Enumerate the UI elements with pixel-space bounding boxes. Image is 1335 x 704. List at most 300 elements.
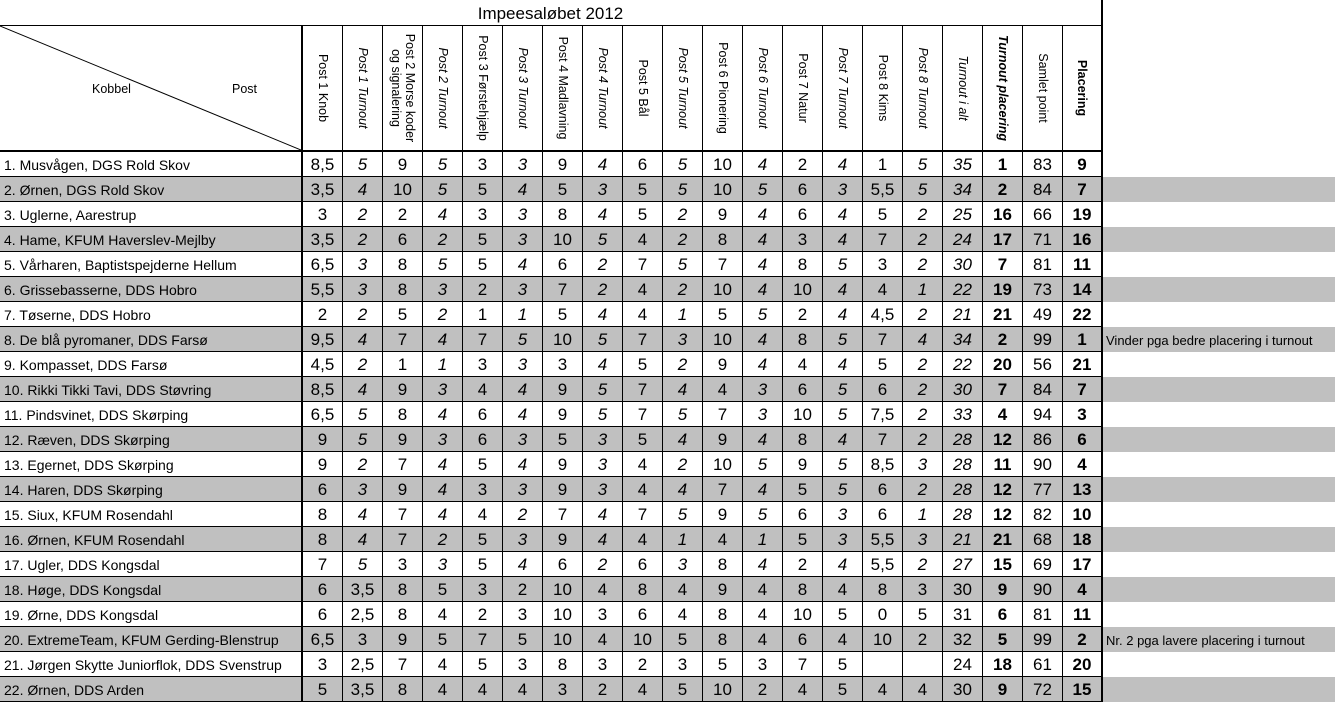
score-cell[interactable]: 10	[543, 227, 583, 252]
score-cell[interactable]: 4	[663, 577, 703, 602]
score-cell[interactable]: 4	[743, 352, 783, 377]
score-cell[interactable]: 3,5	[343, 677, 383, 702]
score-cell[interactable]: 5	[663, 252, 703, 277]
score-cell[interactable]: 4	[583, 627, 623, 652]
score-cell[interactable]: 3	[343, 252, 383, 277]
score-cell[interactable]: 20	[983, 352, 1023, 377]
score-cell[interactable]: 3	[663, 327, 703, 352]
score-cell[interactable]: 4	[343, 177, 383, 202]
score-cell[interactable]: 8,5	[303, 377, 343, 402]
score-cell[interactable]: 28	[943, 477, 983, 502]
score-cell[interactable]: 56	[1023, 352, 1063, 377]
score-cell[interactable]: 4,5	[303, 352, 343, 377]
score-cell[interactable]: 6	[623, 552, 663, 577]
score-cell[interactable]: 4	[423, 452, 463, 477]
score-cell[interactable]: 2	[583, 252, 623, 277]
score-cell[interactable]: 2	[783, 552, 823, 577]
score-cell[interactable]: 3	[423, 552, 463, 577]
score-cell[interactable]: 7	[703, 402, 743, 427]
score-cell[interactable]: 4	[743, 277, 783, 302]
score-cell[interactable]: 2,5	[343, 652, 383, 677]
score-cell[interactable]: 28	[943, 452, 983, 477]
score-cell[interactable]: 4	[623, 277, 663, 302]
score-cell[interactable]: 2	[303, 302, 343, 327]
score-cell[interactable]: 3	[543, 677, 583, 702]
score-cell[interactable]: 5	[623, 177, 663, 202]
score-cell[interactable]: 11	[983, 452, 1023, 477]
score-cell[interactable]: 24	[943, 652, 983, 677]
score-cell[interactable]: 3	[463, 202, 503, 227]
score-cell[interactable]: 6	[783, 377, 823, 402]
score-cell[interactable]: 90	[1023, 577, 1063, 602]
score-cell[interactable]: 4	[743, 552, 783, 577]
score-cell[interactable]: 8	[383, 677, 423, 702]
score-cell[interactable]: 31	[943, 602, 983, 627]
score-cell[interactable]: 2	[463, 602, 503, 627]
score-cell[interactable]: 11	[1063, 602, 1103, 627]
score-cell[interactable]: 3	[463, 152, 503, 177]
score-cell[interactable]: 7	[623, 327, 663, 352]
score-cell[interactable]: 4	[1063, 452, 1103, 477]
score-cell[interactable]: 3	[1063, 402, 1103, 427]
score-cell[interactable]: 13	[1063, 477, 1103, 502]
score-cell[interactable]: 19	[983, 277, 1023, 302]
score-cell[interactable]: 2	[903, 202, 943, 227]
score-cell[interactable]: 5,5	[303, 277, 343, 302]
score-cell[interactable]: 4	[623, 227, 663, 252]
score-cell[interactable]: 3	[343, 627, 383, 652]
score-cell[interactable]: 9	[543, 152, 583, 177]
score-cell[interactable]: 6,5	[303, 402, 343, 427]
score-cell[interactable]: 25	[943, 202, 983, 227]
score-cell[interactable]: 4	[423, 402, 463, 427]
score-cell[interactable]: 5	[463, 652, 503, 677]
score-cell[interactable]: 4	[903, 327, 943, 352]
score-cell[interactable]: 0	[863, 602, 903, 627]
score-cell[interactable]: 7	[703, 252, 743, 277]
score-cell[interactable]: 5	[343, 552, 383, 577]
score-cell[interactable]: 8	[383, 402, 423, 427]
score-cell[interactable]: 9	[703, 577, 743, 602]
score-cell[interactable]: 2	[583, 677, 623, 702]
score-cell[interactable]: 4	[743, 602, 783, 627]
score-cell[interactable]: 2	[343, 227, 383, 252]
score-cell[interactable]: 18	[983, 652, 1023, 677]
team-name-cell[interactable]: 3. Uglerne, Aarestrup	[0, 202, 303, 227]
score-cell[interactable]: 8	[303, 527, 343, 552]
score-cell[interactable]: 8	[543, 202, 583, 227]
score-cell[interactable]: 18	[1063, 527, 1103, 552]
score-cell[interactable]: 66	[1023, 202, 1063, 227]
score-cell[interactable]: 2	[903, 352, 943, 377]
score-cell[interactable]: 8	[783, 327, 823, 352]
score-cell[interactable]: 3	[863, 252, 903, 277]
score-cell[interactable]: 4	[503, 177, 543, 202]
score-cell[interactable]: 7	[383, 652, 423, 677]
score-cell[interactable]: 3	[343, 277, 383, 302]
score-cell[interactable]: 2	[903, 377, 943, 402]
score-cell[interactable]: 5	[583, 327, 623, 352]
score-cell[interactable]: 3,5	[303, 227, 343, 252]
score-cell[interactable]: 5	[823, 377, 863, 402]
score-cell[interactable]: 3	[503, 227, 543, 252]
score-cell[interactable]: 9	[543, 377, 583, 402]
score-cell[interactable]: 3	[503, 427, 543, 452]
team-name-cell[interactable]: 17. Ugler, DDS Kongsdal	[0, 552, 303, 577]
score-cell[interactable]: 1	[423, 352, 463, 377]
score-cell[interactable]: 2	[903, 302, 943, 327]
score-cell[interactable]: 4	[663, 477, 703, 502]
score-cell[interactable]: 3	[303, 202, 343, 227]
score-cell[interactable]: 10	[863, 627, 903, 652]
score-cell[interactable]: 10	[623, 627, 663, 652]
score-cell[interactable]: 2	[343, 452, 383, 477]
score-cell[interactable]: 4	[903, 677, 943, 702]
score-cell[interactable]: 28	[943, 502, 983, 527]
score-cell[interactable]: 5	[423, 627, 463, 652]
score-cell[interactable]: 2	[343, 202, 383, 227]
score-cell[interactable]: 5	[463, 227, 503, 252]
score-cell[interactable]: 5	[863, 202, 903, 227]
score-cell[interactable]: 4	[583, 352, 623, 377]
score-cell[interactable]: 5	[823, 677, 863, 702]
score-cell[interactable]: 5	[823, 402, 863, 427]
score-cell[interactable]: 7	[863, 427, 903, 452]
score-cell[interactable]: 3	[743, 652, 783, 677]
score-cell[interactable]: 4	[423, 677, 463, 702]
score-cell[interactable]: 5,5	[863, 552, 903, 577]
score-cell[interactable]: 5	[743, 502, 783, 527]
score-cell[interactable]: 6	[863, 477, 903, 502]
score-cell[interactable]: 8	[783, 577, 823, 602]
score-cell[interactable]: 99	[1023, 327, 1063, 352]
score-cell[interactable]: 27	[943, 552, 983, 577]
score-cell[interactable]: 10	[1063, 502, 1103, 527]
team-name-cell[interactable]: 8. De blå pyromaner, DDS Farsø	[0, 327, 303, 352]
score-cell[interactable]: 2	[903, 427, 943, 452]
score-cell[interactable]: 5	[743, 452, 783, 477]
score-cell[interactable]: 2	[383, 202, 423, 227]
score-cell[interactable]: 16	[1063, 227, 1103, 252]
score-cell[interactable]: 8	[303, 502, 343, 527]
score-cell[interactable]: 81	[1023, 602, 1063, 627]
score-cell[interactable]: 5	[823, 452, 863, 477]
score-cell[interactable]: 7	[303, 552, 343, 577]
score-cell[interactable]: 6	[543, 252, 583, 277]
score-cell[interactable]: 5	[423, 577, 463, 602]
score-cell[interactable]: 1	[903, 502, 943, 527]
score-cell[interactable]: 4	[703, 527, 743, 552]
score-cell[interactable]: 3	[463, 577, 503, 602]
score-cell[interactable]: 10	[783, 402, 823, 427]
score-cell[interactable]: 10	[703, 327, 743, 352]
score-cell[interactable]: 8	[863, 577, 903, 602]
score-cell[interactable]: 9	[1063, 152, 1103, 177]
score-cell[interactable]: 10	[703, 177, 743, 202]
score-cell[interactable]: 5	[703, 302, 743, 327]
score-cell[interactable]: 22	[1063, 302, 1103, 327]
score-cell[interactable]: 10	[543, 327, 583, 352]
score-cell[interactable]: 77	[1023, 477, 1063, 502]
score-cell[interactable]: 21	[943, 302, 983, 327]
score-cell[interactable]: 5	[783, 477, 823, 502]
score-cell[interactable]: 9,5	[303, 327, 343, 352]
score-cell[interactable]: 2	[1063, 627, 1103, 652]
score-cell[interactable]: 73	[1023, 277, 1063, 302]
team-name-cell[interactable]: 15. Siux, KFUM Rosendahl	[0, 502, 303, 527]
score-cell[interactable]: 7	[543, 277, 583, 302]
score-cell[interactable]: 3	[463, 352, 503, 377]
score-cell[interactable]: 9	[983, 677, 1023, 702]
score-cell[interactable]: 84	[1023, 377, 1063, 402]
score-cell[interactable]: 4	[823, 427, 863, 452]
score-cell[interactable]: 4,5	[863, 302, 903, 327]
score-cell[interactable]: 9	[303, 452, 343, 477]
team-name-cell[interactable]: 10. Rikki Tikki Tavi, DDS Støvring	[0, 377, 303, 402]
score-cell[interactable]: 4	[743, 327, 783, 352]
score-cell[interactable]: 4	[823, 552, 863, 577]
score-cell[interactable]: 7	[623, 252, 663, 277]
score-cell[interactable]: 34	[943, 327, 983, 352]
score-cell[interactable]: 8	[623, 577, 663, 602]
score-cell[interactable]: 5	[463, 552, 503, 577]
score-cell[interactable]: 4	[503, 252, 543, 277]
score-cell[interactable]: 5,5	[863, 177, 903, 202]
score-cell[interactable]: 7	[383, 527, 423, 552]
score-cell[interactable]: 9	[703, 427, 743, 452]
score-cell[interactable]: 3	[903, 527, 943, 552]
score-cell[interactable]: 4	[743, 252, 783, 277]
score-cell[interactable]: 19	[1063, 202, 1103, 227]
score-cell[interactable]: 90	[1023, 452, 1063, 477]
score-cell[interactable]: 5	[903, 152, 943, 177]
score-cell[interactable]: 4	[743, 202, 783, 227]
score-cell[interactable]: 2	[663, 452, 703, 477]
score-cell[interactable]: 4	[863, 277, 903, 302]
score-cell[interactable]: 3	[503, 352, 543, 377]
score-cell[interactable]: 34	[943, 177, 983, 202]
score-cell[interactable]: 5	[463, 177, 503, 202]
score-cell[interactable]: 5	[503, 627, 543, 652]
score-cell[interactable]: 9	[543, 527, 583, 552]
score-cell[interactable]: 3	[583, 652, 623, 677]
score-cell[interactable]: 6	[383, 227, 423, 252]
score-cell[interactable]: 7	[463, 627, 503, 652]
score-cell[interactable]: 4	[823, 627, 863, 652]
score-cell[interactable]: 9	[543, 477, 583, 502]
score-cell[interactable]: 7	[383, 452, 423, 477]
score-cell[interactable]: 20	[1063, 652, 1103, 677]
score-cell[interactable]: 99	[1023, 627, 1063, 652]
score-cell[interactable]: 17	[983, 227, 1023, 252]
score-cell[interactable]: 4	[423, 502, 463, 527]
score-cell[interactable]: 7	[623, 402, 663, 427]
score-cell[interactable]: 3	[503, 277, 543, 302]
score-cell[interactable]: 84	[1023, 177, 1063, 202]
score-cell[interactable]: 5	[343, 152, 383, 177]
score-cell[interactable]: 5	[663, 502, 703, 527]
team-name-cell[interactable]: 19. Ørne, DDS Kongsdal	[0, 602, 303, 627]
score-cell[interactable]: 3	[583, 452, 623, 477]
score-cell[interactable]: 5	[303, 677, 343, 702]
score-cell[interactable]: 6	[303, 577, 343, 602]
score-cell[interactable]: 5	[623, 352, 663, 377]
score-cell[interactable]: 4	[823, 352, 863, 377]
score-cell[interactable]: 3	[503, 652, 543, 677]
score-cell[interactable]: 12	[983, 427, 1023, 452]
score-cell[interactable]: 1	[983, 152, 1023, 177]
score-cell[interactable]: 2	[583, 277, 623, 302]
score-cell[interactable]: 4	[463, 502, 503, 527]
score-cell[interactable]: 3	[823, 527, 863, 552]
score-cell[interactable]: 94	[1023, 402, 1063, 427]
score-cell[interactable]: 4	[423, 202, 463, 227]
score-cell[interactable]: 21	[983, 302, 1023, 327]
score-cell[interactable]: 6	[783, 502, 823, 527]
score-cell[interactable]: 5	[463, 452, 503, 477]
score-cell[interactable]: 1	[383, 352, 423, 377]
score-cell[interactable]: 1	[663, 302, 703, 327]
score-cell[interactable]: 4	[743, 227, 783, 252]
score-cell[interactable]: 2	[983, 177, 1023, 202]
score-cell[interactable]: 2	[343, 352, 383, 377]
score-cell[interactable]: 5	[663, 677, 703, 702]
score-cell[interactable]: 4	[503, 552, 543, 577]
score-cell[interactable]: 69	[1023, 552, 1063, 577]
score-cell[interactable]: 8	[783, 252, 823, 277]
score-cell[interactable]: 4	[423, 477, 463, 502]
score-cell[interactable]: 9	[703, 502, 743, 527]
score-cell[interactable]: 11	[1063, 252, 1103, 277]
score-cell[interactable]: 4	[623, 452, 663, 477]
score-cell[interactable]: 3	[503, 527, 543, 552]
score-cell[interactable]: 10	[703, 677, 743, 702]
score-cell[interactable]: 5	[343, 427, 383, 452]
team-name-cell[interactable]: 14. Haren, DDS Skørping	[0, 477, 303, 502]
score-cell[interactable]: 4	[583, 502, 623, 527]
score-cell[interactable]: 3	[303, 652, 343, 677]
score-cell[interactable]: 2	[903, 252, 943, 277]
score-cell[interactable]: 21	[1063, 352, 1103, 377]
score-cell[interactable]: 7	[463, 327, 503, 352]
score-cell[interactable]: 4	[623, 527, 663, 552]
score-cell[interactable]: 5	[663, 627, 703, 652]
score-cell[interactable]: 6	[983, 602, 1023, 627]
score-cell[interactable]: 8	[383, 252, 423, 277]
score-cell[interactable]: 3,5	[303, 177, 343, 202]
score-cell[interactable]: 5	[383, 302, 423, 327]
score-cell[interactable]: 21	[983, 527, 1023, 552]
score-cell[interactable]: 6	[783, 202, 823, 227]
score-cell[interactable]: 9	[303, 427, 343, 452]
score-cell[interactable]: 3	[343, 477, 383, 502]
score-cell[interactable]: 5	[743, 302, 783, 327]
score-cell[interactable]: 8	[703, 627, 743, 652]
score-cell[interactable]: 68	[1023, 527, 1063, 552]
score-cell[interactable]: 6	[863, 377, 903, 402]
score-cell[interactable]: 7	[383, 502, 423, 527]
score-cell[interactable]: 4	[503, 452, 543, 477]
score-cell[interactable]: 5	[663, 177, 703, 202]
score-cell[interactable]: 5	[543, 427, 583, 452]
score-cell[interactable]: 81	[1023, 252, 1063, 277]
score-cell[interactable]: 2	[463, 277, 503, 302]
score-cell[interactable]: 3	[383, 552, 423, 577]
score-cell[interactable]: 7	[543, 502, 583, 527]
score-cell[interactable]: 2	[783, 152, 823, 177]
score-cell[interactable]: 3	[823, 177, 863, 202]
score-cell[interactable]: 5	[423, 252, 463, 277]
score-cell[interactable]: 4	[343, 327, 383, 352]
team-name-cell[interactable]: 13. Egernet, DDS Skørping	[0, 452, 303, 477]
score-cell[interactable]: 30	[943, 377, 983, 402]
score-cell[interactable]: 4	[823, 202, 863, 227]
score-cell[interactable]: 10	[703, 152, 743, 177]
score-cell[interactable]: 9	[703, 202, 743, 227]
score-cell[interactable]: 2	[423, 227, 463, 252]
score-cell[interactable]: 3	[583, 477, 623, 502]
score-cell[interactable]: 9	[543, 452, 583, 477]
score-cell[interactable]: 1	[463, 302, 503, 327]
score-cell[interactable]: 86	[1023, 427, 1063, 452]
score-cell[interactable]: 35	[943, 152, 983, 177]
score-cell[interactable]: 5	[823, 252, 863, 277]
score-cell[interactable]: 15	[983, 552, 1023, 577]
score-cell[interactable]: 4	[623, 677, 663, 702]
score-cell[interactable]: 28	[943, 427, 983, 452]
score-cell[interactable]: 4	[663, 602, 703, 627]
score-cell[interactable]: 4	[463, 377, 503, 402]
score-cell[interactable]: 7	[1063, 177, 1103, 202]
score-cell[interactable]: 5	[903, 602, 943, 627]
score-cell[interactable]: 5	[783, 527, 823, 552]
team-name-cell[interactable]: 22. Ørnen, DDS Arden	[0, 677, 303, 702]
score-cell[interactable]: 3	[783, 227, 823, 252]
score-cell[interactable]: 9	[703, 352, 743, 377]
score-cell[interactable]: 1	[1063, 327, 1103, 352]
score-cell[interactable]: 4	[823, 577, 863, 602]
score-cell[interactable]: 3	[503, 202, 543, 227]
score-cell[interactable]: 10	[783, 277, 823, 302]
score-cell[interactable]: 9	[983, 577, 1023, 602]
team-name-cell[interactable]: 7. Tøserne, DDS Hobro	[0, 302, 303, 327]
team-name-cell[interactable]: 12. Ræven, DDS Skørping	[0, 427, 303, 452]
score-cell[interactable]: 4	[623, 477, 663, 502]
score-cell[interactable]: 7	[1063, 377, 1103, 402]
score-cell[interactable]: 3	[503, 602, 543, 627]
score-cell[interactable]: 3	[503, 152, 543, 177]
score-cell[interactable]: 5	[743, 177, 783, 202]
score-cell[interactable]: 2	[503, 577, 543, 602]
score-cell[interactable]: 4	[783, 352, 823, 377]
score-cell[interactable]: 2	[423, 527, 463, 552]
score-cell[interactable]: 3	[423, 377, 463, 402]
score-cell[interactable]: 3	[463, 477, 503, 502]
team-name-cell[interactable]: 9. Kompasset, DDS Farsø	[0, 352, 303, 377]
score-cell[interactable]: 5	[623, 427, 663, 452]
score-cell[interactable]: 7	[783, 652, 823, 677]
score-cell[interactable]: 14	[1063, 277, 1103, 302]
score-cell[interactable]: 8	[383, 602, 423, 627]
score-cell[interactable]: 5	[583, 377, 623, 402]
score-cell[interactable]: 4	[823, 152, 863, 177]
score-cell[interactable]: 10	[783, 602, 823, 627]
score-cell[interactable]: 5	[343, 402, 383, 427]
score-cell[interactable]: 10	[543, 627, 583, 652]
score-cell[interactable]: 1	[743, 527, 783, 552]
score-cell[interactable]: 3	[743, 402, 783, 427]
score-cell[interactable]: 4	[423, 602, 463, 627]
